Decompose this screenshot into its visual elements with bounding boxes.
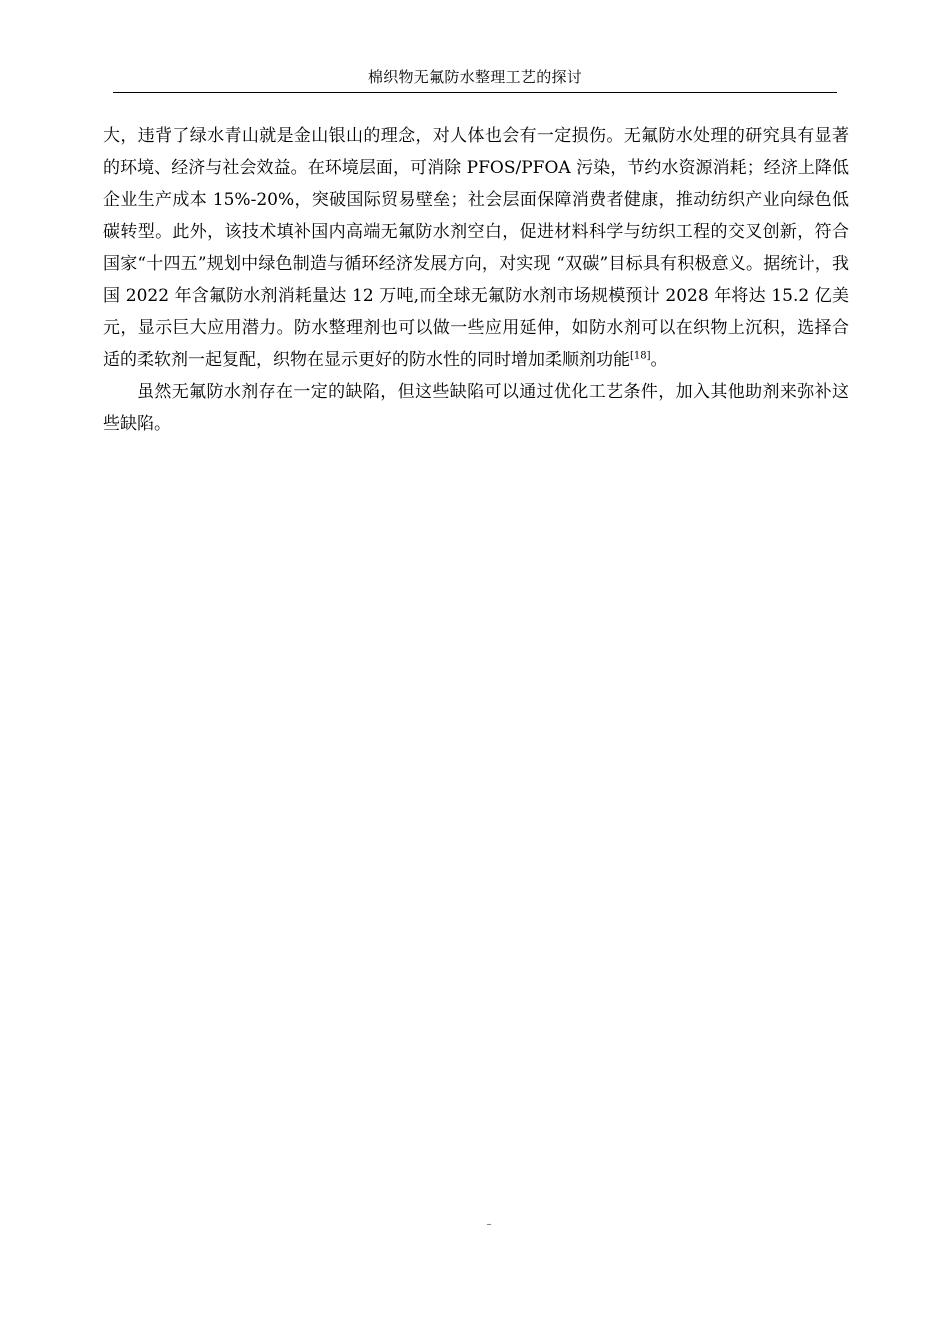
paragraph — [103, 376, 849, 440]
page-number-mark: – — [486, 1219, 492, 1230]
body-text — [103, 120, 849, 440]
paragraph-text: 虽然无氟防水剂存在一定的缺陷，但这些缺陷可以通过优化工艺条件，加入其他助剂来弥补这些缺陷。 — [103, 382, 849, 434]
paragraph-text: 大，违背了绿水青山就是金山银山的理念，对人体也会有一定损伤。无氟防水处理的研究具有显著的环境、经济与社会效益。在环境层面，可消除 PFOS/PFOA 污染，节约水资源消耗；经济上降低企业生产成本 15%-20%，突破国际贸易壁垒；社会层面保障消费者健康，推动纺织产业向绿色低碳转型。此外，该技术填补国内高端无氟防水剂空白，促进材料科学与纺织工程的交叉创新，符合国家“十四五”规划中绿色制造与循环经济发展方向，对实现 “双碳”目标具有积极意义。据统计，我国 2022 年含氟防水剂消耗量达 12 万吨,而全球无氟防水剂市场规模预计 2028 年将达 15.2 亿美元，显示巨大应用潜力。防水整理剂也可以做一些应用延伸，如防水剂可以在织物上沉积，选择合适的柔软剂一起复配，织物在显示更好的防水性的同时增加柔顺剂功能 — [103, 126, 849, 370]
paragraph-continued — [103, 120, 849, 376]
paragraph-end-punctuation: 。 — [650, 350, 668, 370]
running-header-title: 棉织物无氟防水整理工艺的探讨 — [367, 68, 583, 86]
running-header — [113, 62, 837, 93]
citation-marker: [18] — [630, 350, 651, 362]
